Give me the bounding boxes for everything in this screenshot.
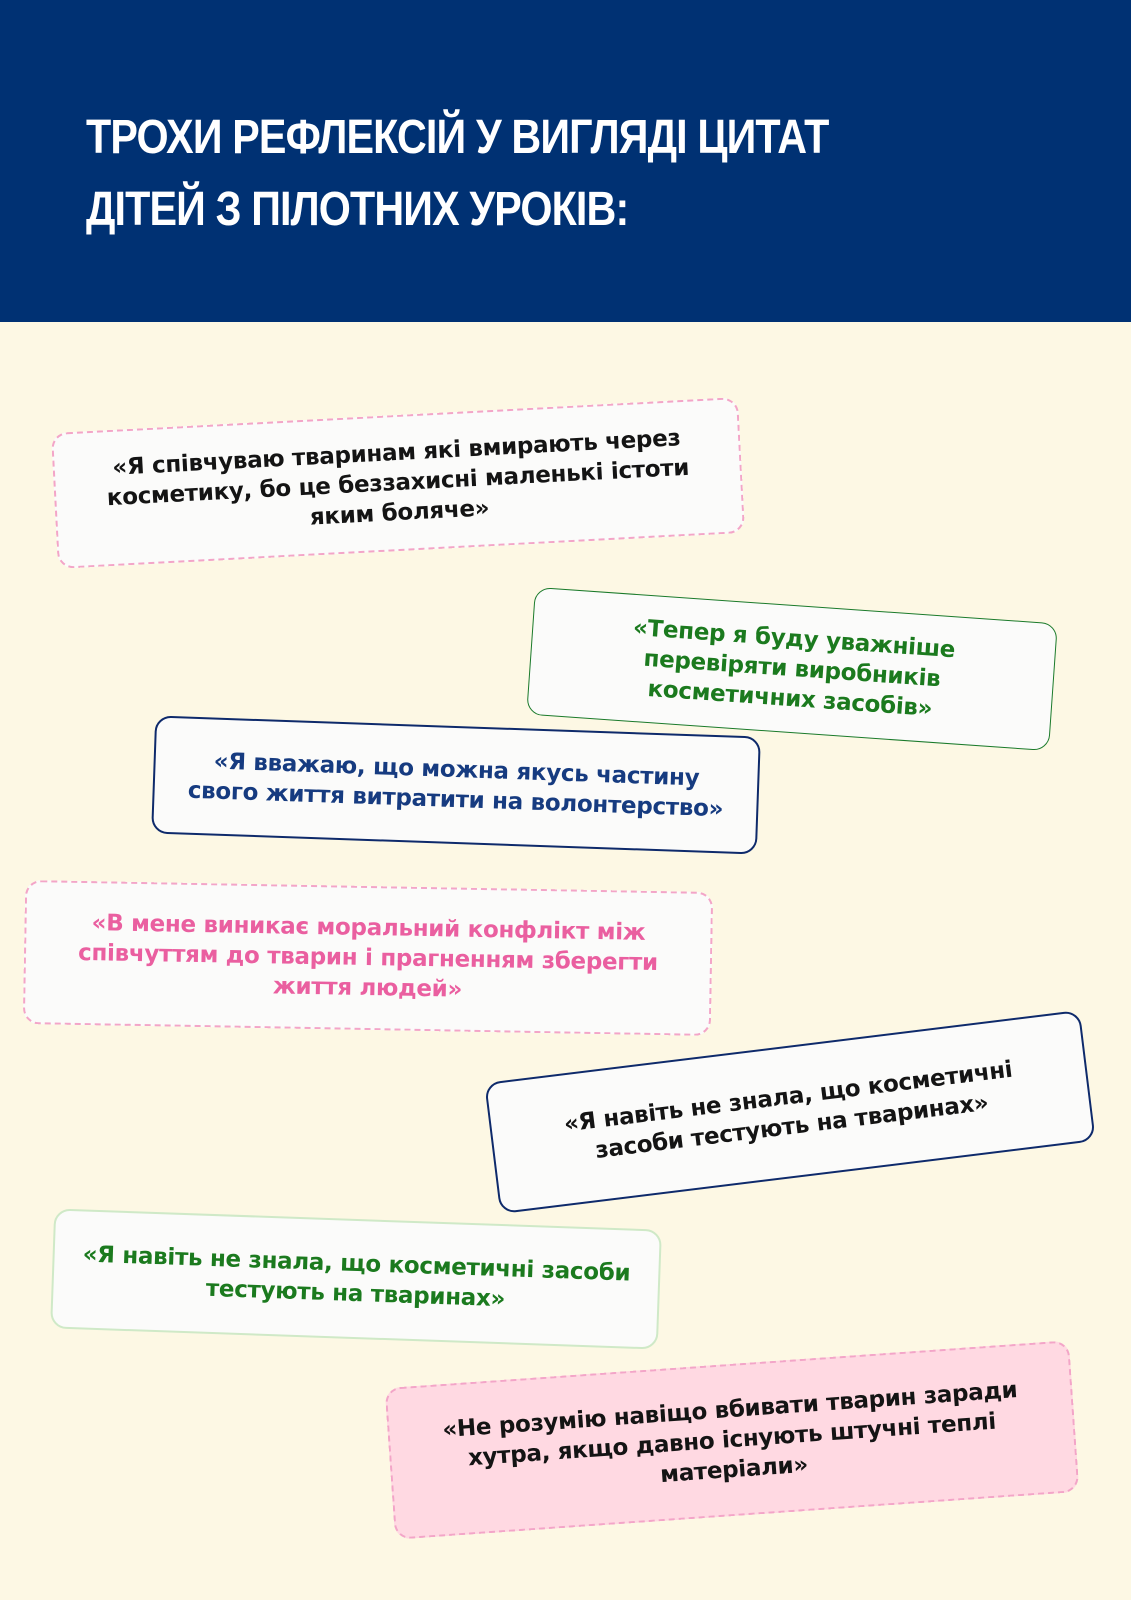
- quote-card-2: [526, 587, 1058, 751]
- quote-card-5: [484, 1010, 1096, 1214]
- quote-card-7: [385, 1340, 1080, 1539]
- header-banner: [0, 0, 1131, 322]
- quote-text: «Я навіть не знала, що косметичні засоби тестують на тваринах»: [82, 1241, 631, 1313]
- page-title-line-2: ДІТЕЙ З ПІЛОТНИХ УРОКІВ:: [86, 183, 629, 236]
- quote-text: «Не розумію навіщо вбивати тварин заради хутра, якщо давно існують штучні теплі матеріали»: [441, 1377, 1019, 1489]
- page-title: [86, 102, 828, 246]
- quote-text: «Я співчуваю тваринам які вмирають через косметику, бо це беззахисні маленькі істоти яким боляче»: [106, 425, 690, 531]
- quote-card-1: [51, 397, 745, 569]
- page-title-line-1: ТРОХИ РЕФЛЕКСІЙ У ВИГЛЯДІ ЦИТАТ: [86, 111, 829, 164]
- quote-text: «Я вважаю, що можна якусь частину свого життя витратити на волонтерство»: [187, 748, 724, 823]
- quote-text: «Я навіть не знала, що косметичні засоби тестують на тваринах»: [562, 1056, 1014, 1164]
- quote-card-3: [151, 715, 761, 854]
- quote-card-4: [23, 880, 713, 1036]
- quote-card-6: [50, 1208, 662, 1349]
- quote-text: «В мене виникає моральний конфлікт між співчуттям до тварин і прагненням зберегти життя людей»: [77, 910, 659, 1003]
- quote-text: «Тепер я буду уважніше перевіряти виробників косметичних засобів»: [632, 614, 956, 722]
